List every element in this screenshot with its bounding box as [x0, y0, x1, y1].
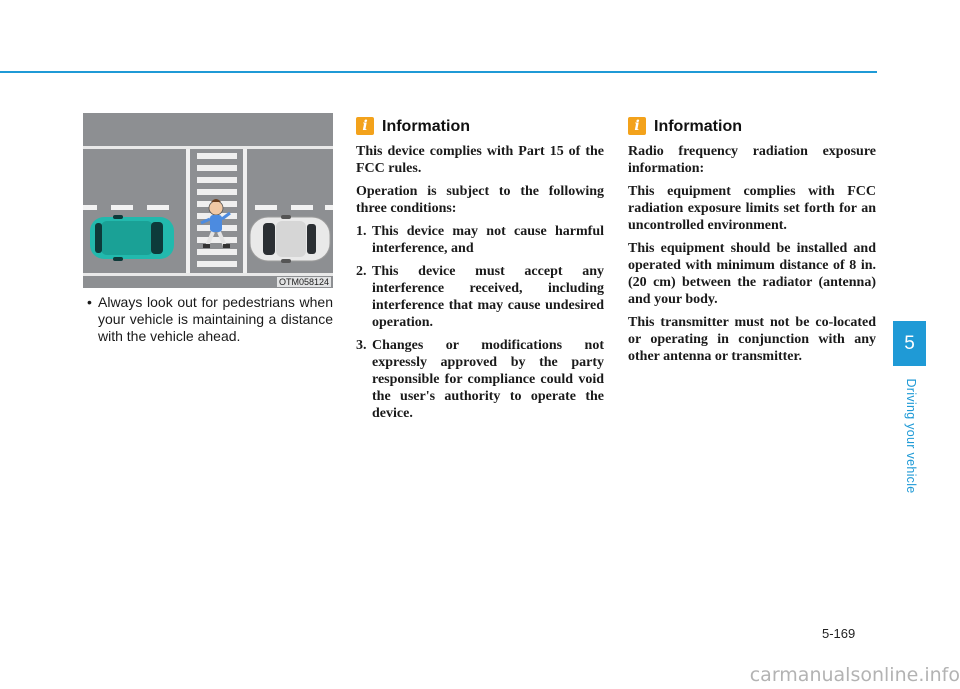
- info-box-fcc: [356, 115, 604, 428]
- info-icon: i: [628, 117, 646, 135]
- info-header: [628, 115, 876, 137]
- info-title: Information: [654, 117, 742, 135]
- conditions-list: [356, 223, 604, 422]
- info-box-rf-exposure: [628, 115, 876, 371]
- figure-code: OTM058124: [278, 277, 329, 287]
- info-paragraph: Radio frequency radiation exposure information:: [628, 144, 876, 176]
- list-item: 2. This device must accept any interference received, including interference that may cause undesired operation.: [356, 264, 604, 330]
- info-paragraph: Operation is subject to the following three conditions:: [356, 184, 604, 216]
- watermark: carmanualsonline.info: [749, 664, 960, 686]
- info-paragraph: This device complies with Part 15 of the FCC rules.: [356, 144, 604, 176]
- bullet-mark: •: [87, 294, 92, 310]
- crosswalk-drawing: [83, 113, 333, 288]
- info-paragraph: This transmitter must not be co-located or operating in conjunction with any other antenna or transmitter.: [628, 315, 876, 364]
- info-title: Information: [382, 117, 470, 135]
- header-rule: [0, 71, 877, 73]
- info-header: [356, 115, 604, 137]
- chapter-tab: 5: [893, 321, 926, 366]
- crosswalk-illustration: [83, 113, 333, 288]
- bullet-note: [83, 294, 333, 345]
- list-item: 1. This device may not cause harmful interference, and: [356, 224, 604, 256]
- info-paragraph: This equipment should be installed and operated with minimum distance of 8 in. (20 cm) between the radiator (antenna) and your body.: [628, 241, 876, 307]
- list-item: 3. Changes or modifications not expressly approved by the party responsible for compliance could void the user's authority to operate the device.: [356, 338, 604, 421]
- chapter-label-text: Driving your vehicle: [904, 377, 918, 494]
- page-number: 5-169: [822, 626, 856, 641]
- info-icon: i: [356, 117, 374, 135]
- bullet-text: Always look out for pedestrians when your vehicle is maintaining a distance with the vehicle ahead.: [98, 294, 333, 344]
- chapter-label: [901, 373, 921, 498]
- info-paragraph: This equipment complies with FCC radiation exposure limits set forth for an uncontrolled environment.: [628, 184, 876, 233]
